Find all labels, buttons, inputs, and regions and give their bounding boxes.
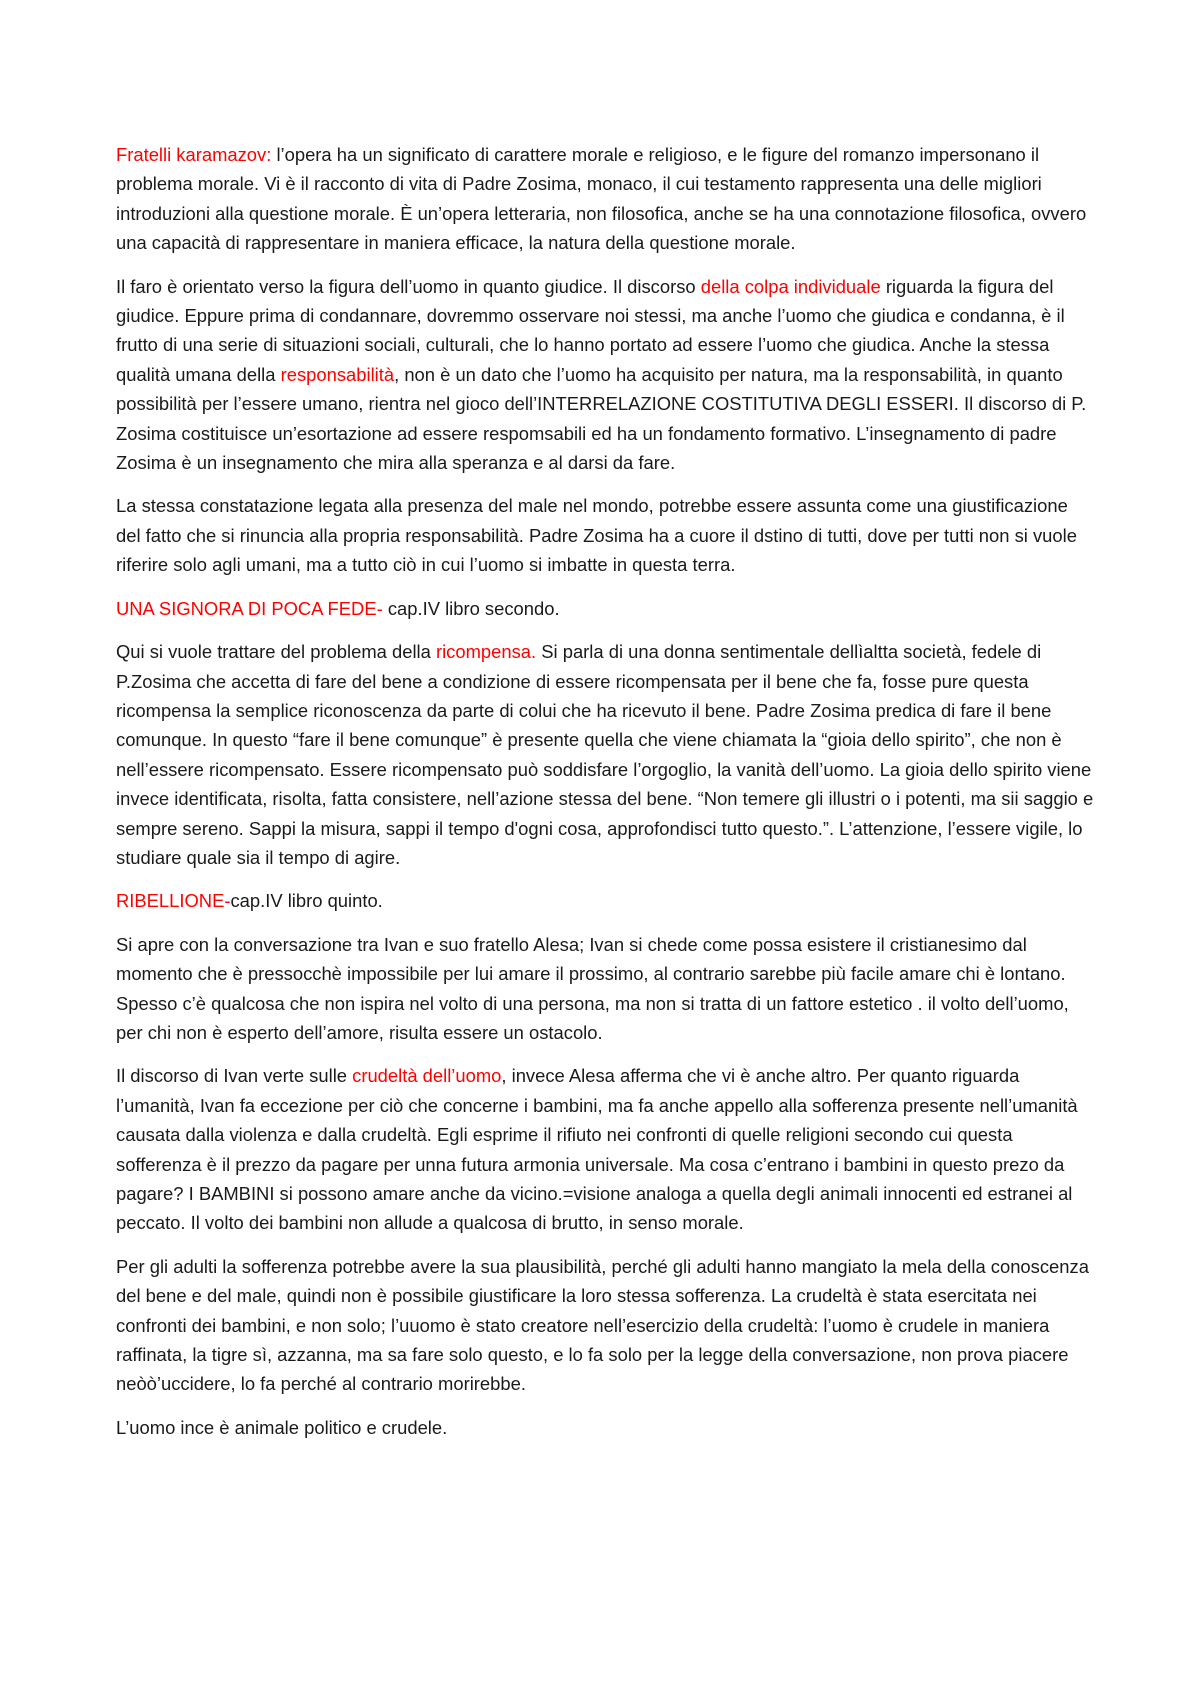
section-heading xyxy=(116,594,1096,623)
paragraph xyxy=(116,637,1096,872)
paragraph xyxy=(116,140,1096,258)
paragraph-text: riguarda la figura del giudice. Eppure prima di condannare, dovremmo osservare noi stessi, ma anche l’uomo che giudica e condanna, è il frutto di una serie di situazioni sociali, culturali, che lo hanno portato ad essere l’uomo che giudica. Anche la stessa qualità umana della xyxy=(116,275,1065,385)
heading-text: cap.IV libro quinto. xyxy=(230,890,383,912)
highlighted-term: crudeltà dell’uomo xyxy=(352,1065,502,1087)
paragraph-text: , invece Alesa afferma che vi è anche altro. Per quanto riguarda l’umanità, Ivan fa eccezione per ciò che concerne i bambini, ma fa anche appello alla sofferenza presente nell’umanità causata dalla violenza e dalla crudeltà. Egli esprime il rifiuto nei confronti di quelle religioni secondo cui questa sofferenza è il prezzo da pagare per unna futura armonia universale. Ma cosa c’entrano i bambini in questo prezo da pagare? I BAMBINI si possono amare anche da vicino.=visione analoga a quella degli animali innocenti ed estranei al peccato. Il volto dei bambini non allude a qualcosa di brutto, in senso morale. xyxy=(116,1065,1078,1234)
highlighted-title: UNA SIGNORA DI POCA FEDE- xyxy=(116,597,383,619)
paragraph xyxy=(116,1252,1096,1399)
highlighted-term: responsabilità xyxy=(280,363,395,385)
paragraph xyxy=(116,930,1096,1048)
paragraph-text: Si parla di una donna sentimentale dellìaltta società, fedele di P.Zosima che accetta di fare del bene a condizione di essere ricompensata per il bene che fa, fosse pure questa ricompensa la semplice riconoscenza da parte di colui che ha ricevuto il bene. Padre Zosima predica di fare il bene comunque. In questo “fare il bene comunque” è presente quella che viene chiamata la “gioia dello spirito”, che non è nell’essere ricompensato. Essere ricompensato può soddisfare l’orgoglio, la vanità dell’uomo. La gioia dello spirito viene invece identificata, risolta, fatta consistere, nell’azione stessa del bene. “Non temere gli illustri o i potenti, ma sii saggio e sempre sereno. Sappi la misura, sappi il tempo d'ogni cosa, approfondisci tutto questo.”. L’attenzione, l’essere vigile, lo studiare quale sia il tempo di agire. xyxy=(116,641,1094,868)
paragraph-text: Il discorso di Ivan verte sulle xyxy=(116,1065,353,1087)
paragraph-text: L’uomo ince è animale politico e crudele. xyxy=(116,1416,448,1438)
paragraph xyxy=(116,491,1096,579)
paragraph-text: Per gli adulti la sofferenza potrebbe avere la sua plausibilità, perché gli adulti hanno mangiato la mela della conoscenza del bene e del male, quindi non è possibile giustificare la loro stessa sofferenza. La crudeltà è stata esercitata nei confronti dei bambini, e non solo; l’uuomo è stato creatore nell’esercizio della crudeltà: l’uomo è crudele in maniera raffinata, la tigre sì, azzanna, ma sa fare solo questo, e lo fa solo per la legge della conversazione, non prova piacere neòò’uccidere, lo fa perché al contrario morirebbe. xyxy=(116,1255,1089,1395)
paragraph-text: Qui si vuole trattare del problema della xyxy=(116,641,436,663)
highlighted-term: della colpa individuale xyxy=(700,275,881,297)
section-heading xyxy=(116,886,1096,915)
highlighted-title: Fratelli karamazov: xyxy=(116,144,272,165)
heading-text: cap.IV libro secondo. xyxy=(382,597,560,619)
paragraph-text: Il faro è orientato verso la figura dell’uomo in quanto giudice. Il discorso xyxy=(116,275,701,297)
paragraph xyxy=(116,1413,1096,1442)
paragraph xyxy=(116,272,1096,478)
highlighted-term: ricompensa. xyxy=(435,641,537,663)
paragraph-text: , non è un dato che l’uomo ha acquisito per natura, ma la responsabilità, in quanto possibilità per l’essere umano, rientra nel gioco dell’INTERRELAZIONE COSTITUTIVA DEGLI ESSERI. Il discorso di P. Zosima costituisce un’esortazione ad essere respomsabili ed ha un fondamento formativo. L’insegnamento di padre Zosima è un insegnamento che mira alla speranza e al darsi da fare. xyxy=(116,363,1087,474)
paragraph-text: La stessa constatazione legata alla presenza del male nel mondo, potrebbe essere assunta come una giustificazione del fatto che si rinuncia alla propria responsabilità. Padre Zosima ha a cuore il dstino di tutti, dove per tutti non si vuole riferire solo agli umani, ma a tutto ciò in cui l’uomo si imbatte in questa terra. xyxy=(116,495,1077,576)
document-body xyxy=(116,140,1096,1456)
highlighted-title: RIBELLIONE- xyxy=(116,890,231,912)
paragraph xyxy=(116,1061,1096,1237)
paragraph-text: l’opera ha un significato di carattere morale e religioso, e le figure del romanzo impersonano il problema morale. Vi è il racconto di vita di Padre Zosima, monaco, il cui testamento rappresenta una delle migliori introduzioni alla questione morale. È un’opera letteraria, non filosofica, anche se ha una connotazione filosofica, ovvero una capacità di rappresentare in maniera efficace, la natura della questione morale. xyxy=(116,144,1087,254)
paragraph-text: Si apre con la conversazione tra Ivan e suo fratello Alesa; Ivan si chede come possa esistere il cristianesimo dal momento che è pressocchè impossibile per lui amare il prossimo, al contrario sarebbe più facile amare chi è lontano. Spesso c’è qualcosa che non ispira nel volto di una persona, ma non si tratta di un fattore estetico . il volto dell’uomo, per chi non è esperto dell’amore, risulta essere un ostacolo. xyxy=(116,933,1069,1043)
